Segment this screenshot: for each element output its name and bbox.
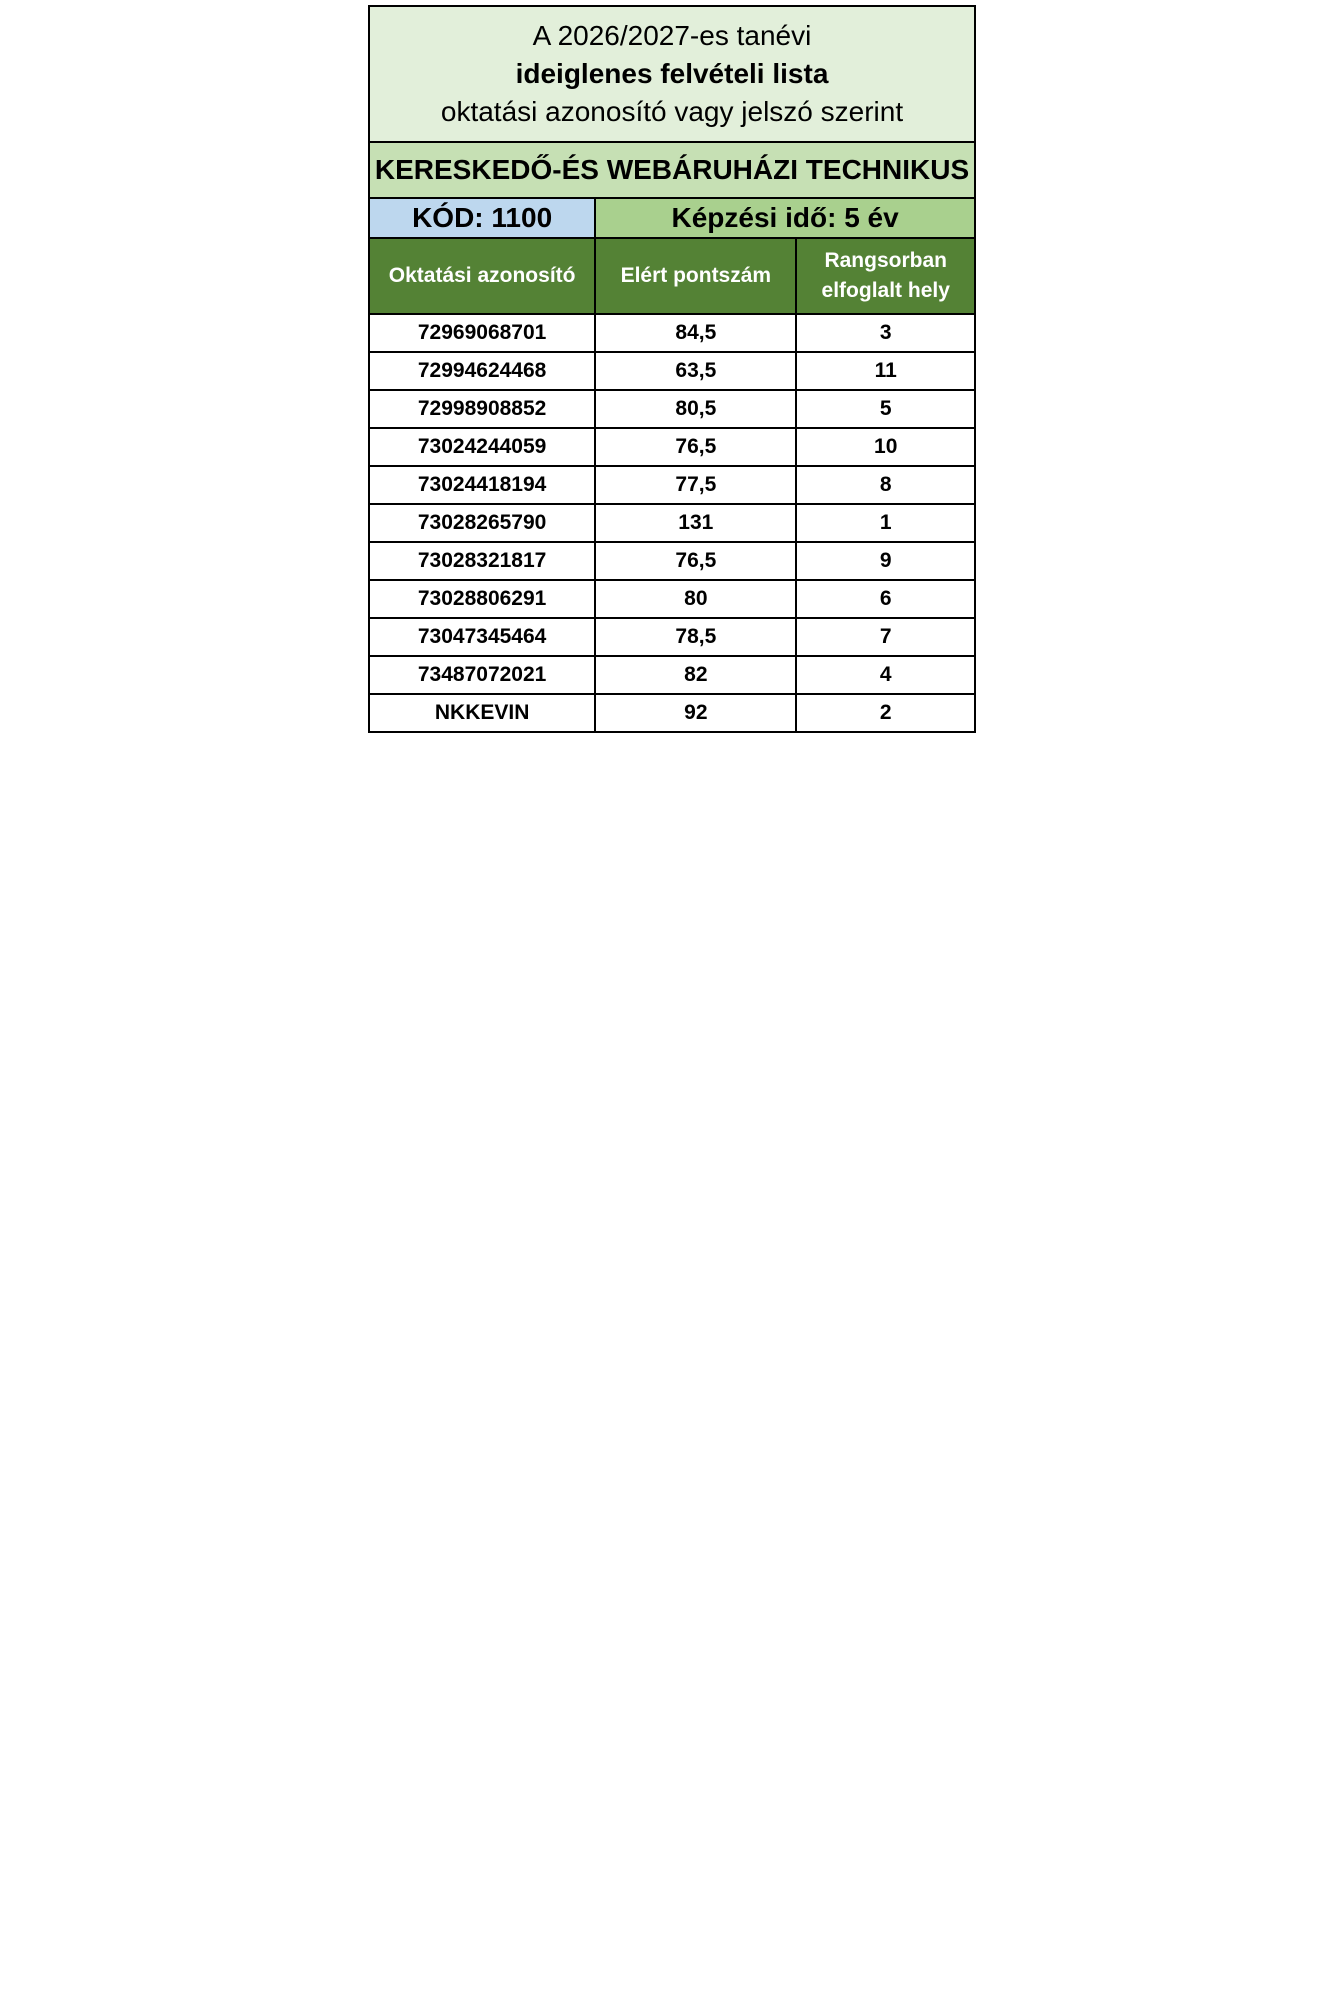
cell-rank: 8 (796, 466, 975, 504)
cell-score: 131 (595, 504, 796, 542)
title-line-1: A 2026/2027-es tanévi (532, 20, 812, 51)
table-row (369, 352, 975, 390)
cell-score: 92 (595, 694, 796, 732)
table-row (369, 656, 975, 694)
cell-rank: 4 (796, 656, 975, 694)
column-header-rank (796, 238, 975, 314)
program-code: KÓD: 1100 (369, 198, 595, 238)
program-name: KERESKEDŐ-ÉS WEBÁRUHÁZI TECHNIKUS (369, 142, 975, 198)
cell-score: 80 (595, 580, 796, 618)
column-header-score: Elért pontszám (595, 238, 796, 314)
cell-id: 72998908852 (369, 390, 595, 428)
table-row (369, 314, 975, 352)
training-duration: Képzési idő: 5 év (595, 198, 975, 238)
cell-score: 76,5 (595, 428, 796, 466)
cell-score: 82 (595, 656, 796, 694)
table-row (369, 390, 975, 428)
cell-score: 76,5 (595, 542, 796, 580)
cell-rank: 1 (796, 504, 975, 542)
cell-id: NKKEVIN (369, 694, 595, 732)
cell-score: 63,5 (595, 352, 796, 390)
title-line-3: oktatási azonosító vagy jelszó szerint (440, 96, 904, 127)
cell-id: 73028321817 (369, 542, 595, 580)
cell-rank: 7 (796, 618, 975, 656)
cell-rank: 3 (796, 314, 975, 352)
table-row (369, 504, 975, 542)
cell-rank: 11 (796, 352, 975, 390)
cell-id: 73028265790 (369, 504, 595, 542)
column-header-rank-line-2: elfoglalt hely (821, 279, 950, 302)
cell-rank: 2 (796, 694, 975, 732)
cell-id: 73024418194 (369, 466, 595, 504)
table-row (369, 618, 975, 656)
admission-list-table (368, 5, 976, 733)
cell-score: 80,5 (595, 390, 796, 428)
cell-id: 73024244059 (369, 428, 595, 466)
table-row (369, 466, 975, 504)
table-row (369, 694, 975, 732)
cell-rank: 6 (796, 580, 975, 618)
cell-rank: 10 (796, 428, 975, 466)
table-row (369, 542, 975, 580)
cell-id: 73487072021 (369, 656, 595, 694)
table-row (369, 428, 975, 466)
cell-id: 73047345464 (369, 618, 595, 656)
table-row (369, 580, 975, 618)
column-header-id: Oktatási azonosító (369, 238, 595, 314)
cell-score: 77,5 (595, 466, 796, 504)
column-header-rank-line-1: Rangsorban (824, 249, 947, 272)
cell-score: 84,5 (595, 314, 796, 352)
cell-id: 72969068701 (369, 314, 595, 352)
cell-rank: 5 (796, 390, 975, 428)
title-line-2: ideiglenes felvételi lista (515, 58, 829, 89)
cell-id: 72994624468 (369, 352, 595, 390)
cell-score: 78,5 (595, 618, 796, 656)
cell-rank: 9 (796, 542, 975, 580)
cell-id: 73028806291 (369, 580, 595, 618)
list-title (369, 6, 975, 142)
